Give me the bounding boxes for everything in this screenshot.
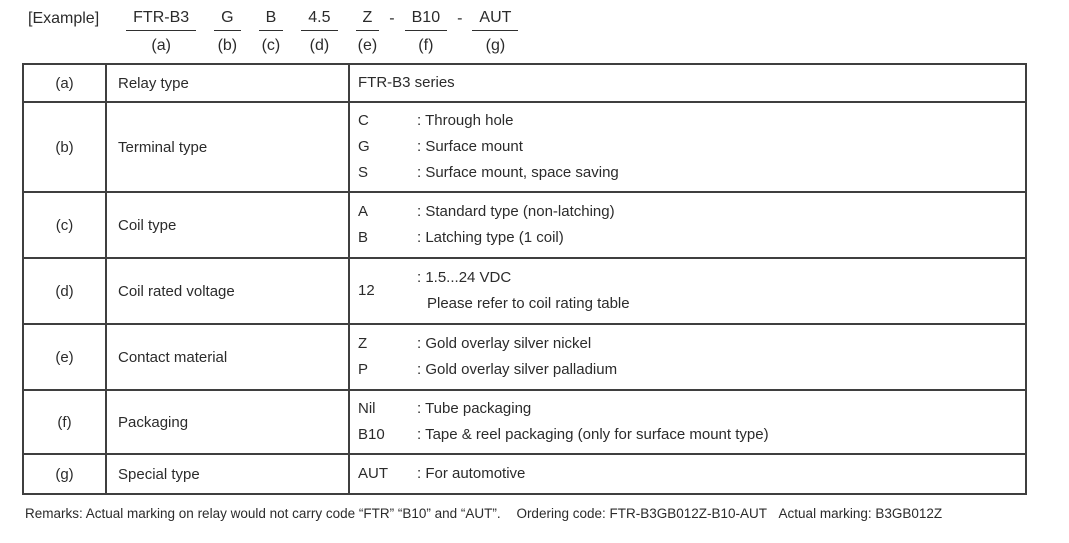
value-entry xyxy=(358,461,1017,487)
segment-a-label: (a) xyxy=(151,37,171,54)
ordering-code-table xyxy=(22,63,1027,495)
row-d-name: Coil rated voltage xyxy=(107,259,350,323)
row-g-values xyxy=(350,455,1025,493)
segment-d-code: 4.5 xyxy=(301,8,337,31)
example-label: [Example] xyxy=(28,10,100,27)
table-row-d xyxy=(24,259,1025,325)
option-code: Nil xyxy=(358,400,376,417)
option-desc: : Tape & reel packaging (only for surface mount type) xyxy=(417,426,769,443)
row-g-key: (g) xyxy=(24,455,107,493)
segment-c-label: (c) xyxy=(261,37,281,54)
hyphen-separator: - xyxy=(457,10,463,27)
value-entry xyxy=(358,396,1017,422)
row-e-key: (e) xyxy=(24,325,107,389)
segment-d-label: (d) xyxy=(309,37,330,54)
table-row-c xyxy=(24,193,1025,259)
row-c-name: Coil type xyxy=(107,193,350,257)
hyphen-separator: - xyxy=(389,10,395,27)
row-a-name: Relay type xyxy=(107,65,350,101)
option-desc: : Gold overlay silver nickel xyxy=(417,335,592,352)
segment-c xyxy=(259,8,284,56)
part-number-example xyxy=(0,0,1069,56)
remarks-line xyxy=(25,506,1069,521)
value-entry xyxy=(358,108,1017,134)
option-desc: : Surface mount xyxy=(417,138,523,155)
actual-marking-text: Actual marking: B3GB012Z xyxy=(778,506,943,521)
option-desc: : Latching type (1 coil) xyxy=(417,229,564,246)
row-b-values xyxy=(350,103,1025,191)
value-entry xyxy=(358,422,1017,448)
option-desc: : Gold overlay silver palladium xyxy=(417,361,618,378)
segment-a xyxy=(126,8,196,56)
option-code: B10 xyxy=(358,426,385,443)
segment-a-code: FTR-B3 xyxy=(126,8,196,31)
value-entry xyxy=(358,160,1017,186)
value-entry xyxy=(358,265,1017,317)
segment-b xyxy=(214,8,240,56)
option-desc-block xyxy=(417,265,1017,317)
option-code: P xyxy=(358,361,369,378)
row-a-value: FTR-B3 series xyxy=(358,74,455,91)
table-row-b xyxy=(24,103,1025,193)
option-code: AUT xyxy=(358,465,388,482)
row-f-key: (f) xyxy=(24,391,107,453)
value-entry xyxy=(358,225,1017,251)
row-e-values xyxy=(350,325,1025,389)
option-desc: : Through hole xyxy=(417,112,514,129)
row-c-values xyxy=(350,193,1025,257)
option-code: G xyxy=(358,138,370,155)
segment-b-code: G xyxy=(214,8,240,31)
row-f-name: Packaging xyxy=(107,391,350,453)
segment-g-code: AUT xyxy=(472,8,518,31)
row-d-key: (d) xyxy=(24,259,107,323)
table-row-e xyxy=(24,325,1025,391)
segment-c-code: B xyxy=(259,8,284,31)
remarks-text: Remarks: Actual marking on relay would not carry code “FTR” “B10” and “AUT”. xyxy=(25,506,501,521)
row-a-values xyxy=(350,65,1025,101)
option-code: Z xyxy=(358,335,368,352)
segment-g xyxy=(472,8,518,56)
row-a-key: (a) xyxy=(24,65,107,101)
segment-f xyxy=(405,8,447,56)
option-code: C xyxy=(358,112,369,129)
segment-f-label: (f) xyxy=(418,37,434,54)
row-f-values xyxy=(350,391,1025,453)
row-c-key: (c) xyxy=(24,193,107,257)
table-row-f xyxy=(24,391,1025,455)
option-desc: : 1.5...24 VDC xyxy=(417,269,512,286)
segment-f-code: B10 xyxy=(405,8,447,31)
option-desc: : Tube packaging xyxy=(417,400,532,417)
value-entry xyxy=(358,331,1017,357)
value-entry xyxy=(358,357,1017,383)
segment-e xyxy=(356,8,380,56)
option-desc: : Surface mount, space saving xyxy=(417,164,619,181)
segment-d xyxy=(301,8,337,56)
row-b-key: (b) xyxy=(24,103,107,191)
segment-e-label: (e) xyxy=(357,37,378,54)
value-entry xyxy=(358,199,1017,225)
row-b-name: Terminal type xyxy=(107,103,350,191)
option-code: 12 xyxy=(358,282,375,299)
segment-b-label: (b) xyxy=(217,37,238,54)
row-e-name: Contact material xyxy=(107,325,350,389)
segment-g-label: (g) xyxy=(485,37,506,54)
option-desc: : For automotive xyxy=(417,465,526,482)
value-entry xyxy=(358,134,1017,160)
row-g-name: Special type xyxy=(107,455,350,493)
table-row-g xyxy=(24,455,1025,493)
option-code: B xyxy=(358,229,369,246)
option-desc-note: Please refer to coil rating table xyxy=(427,295,630,312)
option-desc: : Standard type (non-latching) xyxy=(417,203,615,220)
row-d-values xyxy=(350,259,1025,323)
option-code: A xyxy=(358,203,369,220)
ordering-code-text: Ordering code: FTR-B3GB012Z-B10-AUT xyxy=(516,506,767,521)
segment-e-code: Z xyxy=(356,8,380,31)
option-code: S xyxy=(358,164,369,181)
table-row-a xyxy=(24,65,1025,103)
